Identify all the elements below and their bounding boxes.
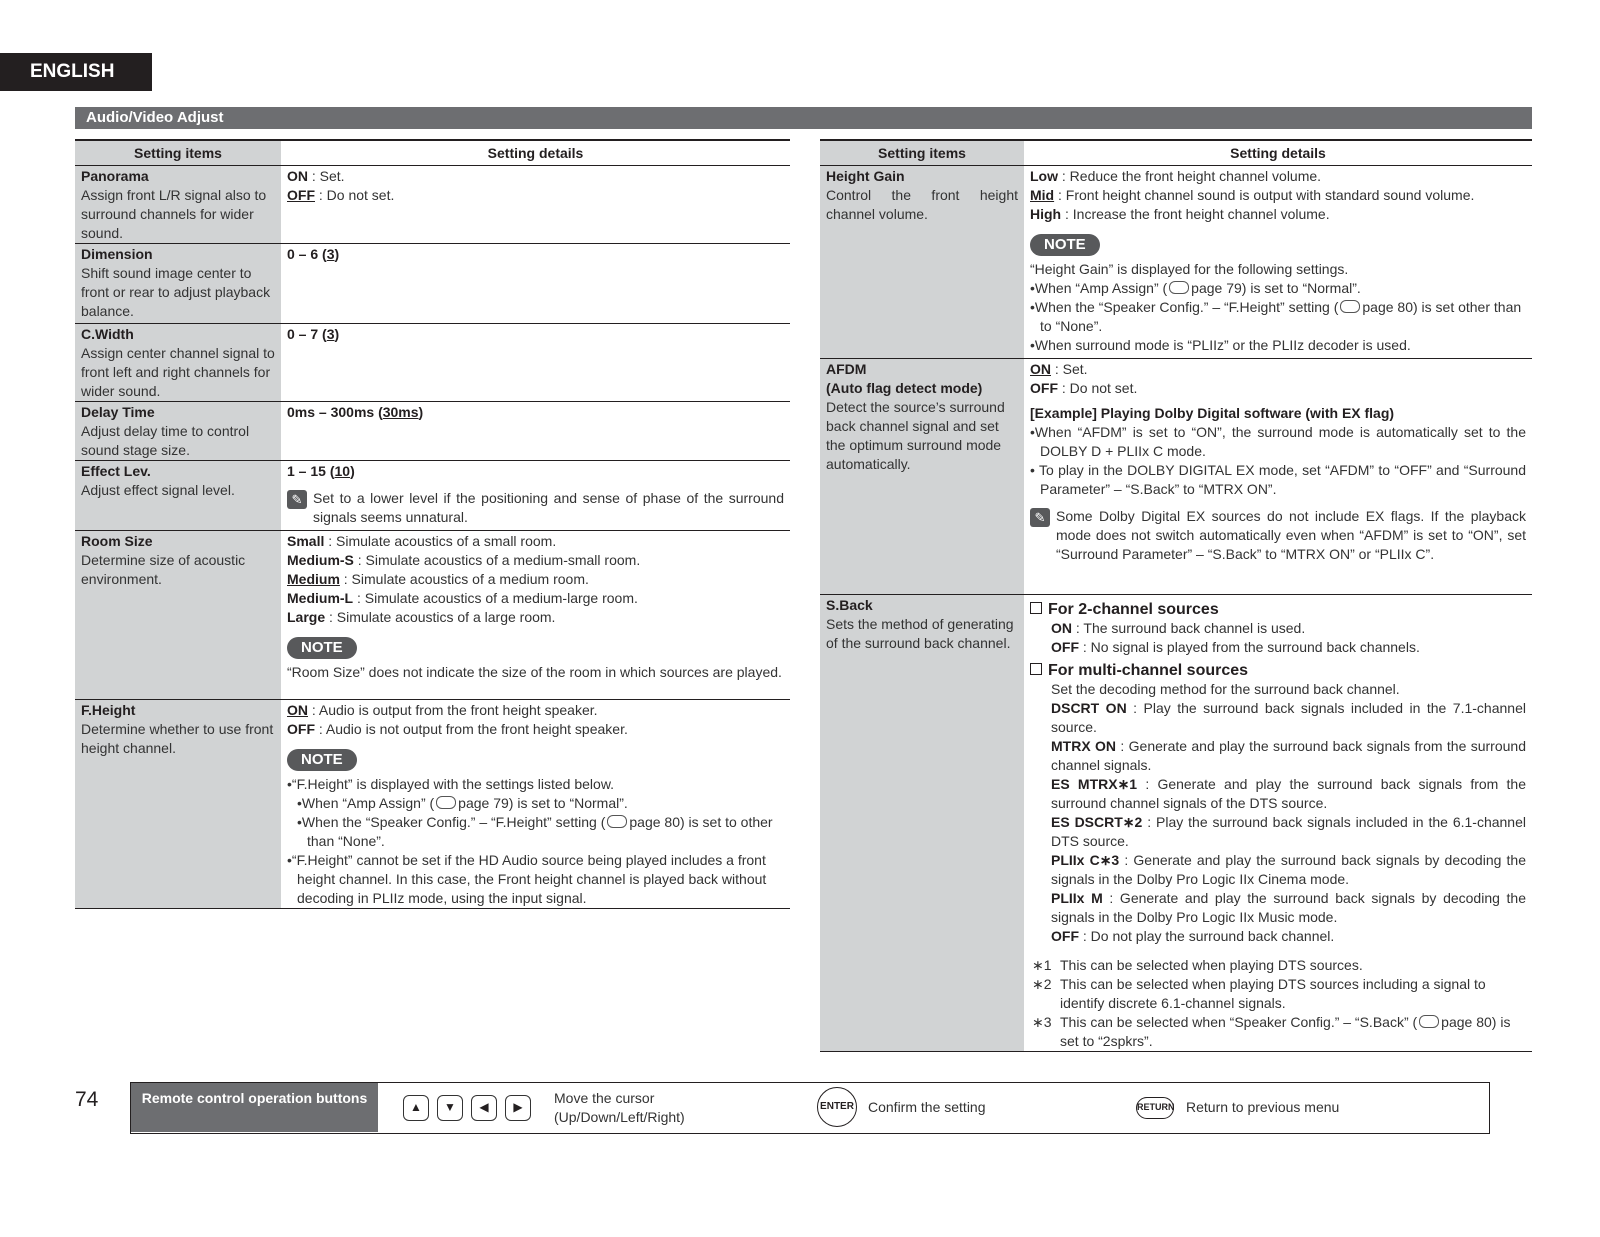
range-end: ) bbox=[334, 326, 340, 342]
note-text: •When “Amp Assign” ( page 79) is set to “Normal”. bbox=[297, 795, 628, 811]
range-end: ) bbox=[334, 246, 340, 262]
opt-text: : Do not set. bbox=[1058, 380, 1138, 396]
footnote: ∗1 This can be selected when playing DTS sources. bbox=[1032, 957, 1363, 973]
note-text: “Room Size” does not indicate the size of the room in which sources are played. bbox=[287, 664, 782, 680]
note-text: •When “Amp Assign” ( page 79) is set to “Normal”. bbox=[1030, 280, 1361, 296]
item-name: Height Gain bbox=[826, 168, 905, 184]
cursor-text: Move the cursor (Up/Down/Left/Right) bbox=[554, 1090, 685, 1125]
row-room-size bbox=[75, 531, 790, 700]
opt-text: : Front height channel sound is output with standard sound volume. bbox=[1054, 187, 1475, 203]
item-desc: Adjust delay time to control sound stage size. bbox=[81, 423, 250, 458]
row-height-gain bbox=[820, 166, 1532, 359]
range: 0 – 7 ( bbox=[287, 326, 327, 342]
subheading-2ch: For 2-channel sources bbox=[1030, 600, 1526, 619]
note-text: •When the “Speaker Config.” – “F.Height” setting ( page 80) is set to other than “None”. bbox=[297, 814, 773, 849]
opt-key: OFF bbox=[1051, 639, 1079, 655]
right-settings-table bbox=[820, 139, 1532, 1052]
opt-key-default: Mid bbox=[1030, 187, 1055, 203]
opt-text: : Generate and play the surround back signals by decoding the signals in the Dolby Pro Logic IIx Music mode. bbox=[1051, 890, 1526, 925]
item-name-sub: (Auto flag detect mode) bbox=[826, 380, 983, 396]
note-text: “Height Gain” is displayed for the following settings. bbox=[1030, 261, 1349, 277]
page-ref-icon bbox=[1419, 1015, 1439, 1028]
row-effect-lev bbox=[75, 461, 790, 531]
range-default: 3 bbox=[326, 246, 335, 262]
row-f-height bbox=[75, 700, 790, 909]
opt-text: : The surround back channel is used. bbox=[1072, 620, 1306, 636]
opt-key: Low bbox=[1030, 168, 1058, 184]
example-title: [Example] Playing Dolby Digital software (with EX flag) bbox=[1030, 405, 1395, 421]
opt-text: : Play the surround back signals included in the 7.1-channel source. bbox=[1051, 700, 1526, 735]
opt-text: : Generate and play the surround back signals by decoding the signals in the Dolby Pro Logic IIx Cinema mode. bbox=[1051, 852, 1526, 887]
opt-key: ES DSCRT∗2 bbox=[1051, 814, 1143, 830]
pencil-memo-icon: ✎ bbox=[287, 490, 307, 509]
cursor-left-icon: ◀ bbox=[471, 1095, 497, 1121]
range: 0 – 6 ( bbox=[287, 246, 327, 262]
range: 0ms – 300ms ( bbox=[287, 404, 383, 420]
item-desc: Sets the method of generating of the surround back channel. bbox=[826, 616, 1014, 651]
row-cwidth bbox=[75, 324, 790, 402]
language-tab: ENGLISH bbox=[0, 53, 152, 91]
remote-buttons-legend bbox=[130, 1082, 1490, 1134]
enter-button-icon: ENTER bbox=[817, 1087, 857, 1127]
item-name: S.Back bbox=[826, 597, 873, 613]
footnote: ∗3 This can be selected when “Speaker Config.” – “S.Back” ( page 80) is set to “2spkrs”. bbox=[1032, 1014, 1511, 1049]
opt-key: MTRX ON bbox=[1051, 738, 1117, 754]
range-default: 10 bbox=[334, 463, 351, 479]
example-text: •When “AFDM” is set to “ON”, the surround mode is automatically set to the DOLBY D + PLIIx C mode. bbox=[1030, 424, 1526, 459]
opt-text: : Simulate acoustics of a large room. bbox=[325, 609, 556, 625]
opt-text: : Simulate acoustics of a medium-small room. bbox=[353, 552, 641, 568]
opt-key: OFF bbox=[287, 721, 315, 737]
intro-text: Set the decoding method for the surround back channel. bbox=[1051, 681, 1400, 697]
note-text: •“F.Height” is displayed with the settings listed below. bbox=[287, 776, 615, 792]
opt-key: OFF bbox=[1030, 380, 1058, 396]
footnote: ∗2 This can be selected when playing DTS sources including a signal to identify discrete 6.1-channel signals. bbox=[1032, 976, 1486, 1011]
opt-key: High bbox=[1030, 206, 1062, 222]
row-panorama bbox=[75, 166, 790, 244]
col-header-details: Setting details bbox=[1024, 140, 1532, 166]
item-name: Panorama bbox=[81, 168, 149, 184]
memo-text: Set to a lower level if the positioning and sense of phase of the surround signals seems unnatural. bbox=[313, 490, 784, 525]
row-dimension bbox=[75, 244, 790, 324]
col-header-details: Setting details bbox=[281, 140, 790, 166]
range-end: ) bbox=[350, 463, 355, 479]
opt-key-default: ON bbox=[287, 702, 308, 718]
opt-key-default: ON bbox=[1030, 361, 1051, 377]
opt-text: : Generate and play the surround back signals from the surround channel signals. bbox=[1051, 738, 1526, 773]
opt-text: : Play the surround back signals included in the 6.1-channel DTS source. bbox=[1051, 814, 1526, 849]
col-header-items: Setting items bbox=[75, 140, 281, 166]
range-end: ) bbox=[418, 404, 424, 420]
opt-key-default: Medium bbox=[287, 571, 340, 587]
note-text: •When the “Speaker Config.” – “F.Height” setting ( page 80) is set other than to “None”. bbox=[1030, 299, 1522, 334]
left-settings-table bbox=[75, 139, 790, 909]
item-desc: Shift sound image center to front or rear to adjust playback balance. bbox=[81, 265, 271, 319]
opt-key: Medium-S bbox=[287, 552, 354, 568]
opt-key-default: OFF bbox=[287, 187, 315, 203]
note-badge: NOTE bbox=[1030, 234, 1100, 256]
item-desc: Detect the source’s surround back channel signal and set the optimum surround mode automatically. bbox=[826, 399, 1005, 472]
note-text: •When surround mode is “PLIIz” or the PLIIz decoder is used. bbox=[1030, 337, 1411, 353]
opt-key: OFF bbox=[1051, 928, 1079, 944]
table-header bbox=[820, 140, 1532, 166]
row-s-back bbox=[820, 595, 1532, 1052]
page-ref-icon bbox=[436, 796, 456, 809]
return-text: Return to previous menu bbox=[1186, 1099, 1340, 1115]
opt-text: : Audio is output from the front height speaker. bbox=[308, 702, 598, 718]
opt-text: : Audio is not output from the front height speaker. bbox=[315, 721, 628, 737]
opt-text: : Simulate acoustics of a small room. bbox=[324, 533, 557, 549]
opt-key: ES MTRX∗1 bbox=[1051, 776, 1138, 792]
opt-key: PLIIx C∗3 bbox=[1051, 852, 1120, 868]
note-text: •“F.Height” cannot be set if the HD Audio source being played includes a front height channel. In this case, the Front height channel is played back without decoding in PLIIz mode, using the input signal. bbox=[287, 852, 767, 906]
range-default: 30ms bbox=[382, 404, 419, 420]
example-text: • To play in the DOLBY DIGITAL EX mode, set “AFDM” to “OFF” and “Surround Parameter” – “S.Back” to “MTRX ON”. bbox=[1030, 462, 1526, 497]
enter-text: Confirm the setting bbox=[868, 1099, 986, 1115]
item-name: AFDM bbox=[826, 361, 867, 377]
item-desc: Control the front height channel volume. bbox=[826, 187, 1018, 222]
row-delay-time bbox=[75, 402, 790, 461]
note-badge: NOTE bbox=[287, 637, 357, 659]
opt-text: : Reduce the front height channel volume. bbox=[1058, 168, 1322, 184]
table-header bbox=[75, 140, 790, 166]
opt-key: Small bbox=[287, 533, 325, 549]
memo bbox=[287, 489, 784, 527]
page-ref-icon bbox=[1169, 281, 1189, 294]
memo-text: Some Dolby Digital EX sources do not include EX flags. If the playback mode does not switch automatically even when “AFDM” is set to “ON”, set “Surround Parameter” – “S.Back” to “MTRX ON” or “PLIIx C”. bbox=[1056, 508, 1526, 562]
item-name: Room Size bbox=[81, 533, 153, 549]
item-name: Effect Lev. bbox=[81, 463, 151, 479]
item-name: Dimension bbox=[81, 246, 153, 262]
opt-text: : Generate and play the surround back signals from the surround channel signals of the DTS source. bbox=[1051, 776, 1527, 811]
opt-text: : Set. bbox=[1051, 361, 1088, 377]
opt-key: Medium-L bbox=[287, 590, 354, 606]
item-name: Delay Time bbox=[81, 404, 155, 420]
opt-text: : Increase the front height channel volume. bbox=[1061, 206, 1330, 222]
opt-text: : Set. bbox=[308, 168, 345, 184]
opt-text: : Simulate acoustics of a medium-large room. bbox=[353, 590, 638, 606]
item-desc: Determine size of acoustic environment. bbox=[81, 552, 246, 587]
item-name: F.Height bbox=[81, 702, 136, 718]
item-desc: Determine whether to use front height channel. bbox=[81, 721, 274, 756]
subheading-multi: For multi-channel sources bbox=[1030, 661, 1526, 680]
memo bbox=[1030, 507, 1526, 564]
item-desc: Assign center channel signal to front left and right channels for wider sound. bbox=[81, 345, 275, 399]
range-default: 3 bbox=[326, 326, 335, 342]
page-ref-icon bbox=[1340, 300, 1360, 313]
range: 1 – 15 ( bbox=[287, 463, 335, 479]
checkbox-bullet-icon bbox=[1030, 663, 1042, 675]
opt-text: : Simulate acoustics of a medium room. bbox=[339, 571, 589, 587]
opt-key: PLIIx M bbox=[1051, 890, 1103, 906]
cursor-up-icon: ▲ bbox=[403, 1095, 429, 1121]
opt-key: ON bbox=[287, 168, 308, 184]
section-title: Audio/Video Adjust bbox=[75, 107, 1532, 129]
return-button-icon: RETURN bbox=[1136, 1097, 1174, 1119]
item-desc: Assign front L/R signal also to surround channels for wider sound. bbox=[81, 187, 267, 241]
note-badge: NOTE bbox=[287, 749, 357, 771]
pencil-memo-icon: ✎ bbox=[1030, 508, 1050, 527]
page-number: 74 bbox=[75, 1088, 99, 1111]
cursor-down-icon: ▼ bbox=[437, 1095, 463, 1121]
opt-text: : Do not play the surround back channel. bbox=[1079, 928, 1335, 944]
row-afdm bbox=[820, 359, 1532, 595]
checkbox-bullet-icon bbox=[1030, 602, 1042, 614]
page-ref-icon bbox=[607, 815, 627, 828]
item-desc: Adjust effect signal level. bbox=[81, 482, 235, 498]
col-header-items: Setting items bbox=[820, 140, 1024, 166]
opt-text: : Do not set. bbox=[315, 187, 395, 203]
item-name: C.Width bbox=[81, 326, 134, 342]
legend-label: Remote control operation buttons bbox=[131, 1083, 378, 1132]
opt-key: DSCRT ON bbox=[1051, 700, 1127, 716]
opt-key: Large bbox=[287, 609, 326, 625]
cursor-right-icon: ▶ bbox=[505, 1095, 531, 1121]
opt-text: : No signal is played from the surround back channels. bbox=[1079, 639, 1420, 655]
opt-key: ON bbox=[1051, 620, 1072, 636]
